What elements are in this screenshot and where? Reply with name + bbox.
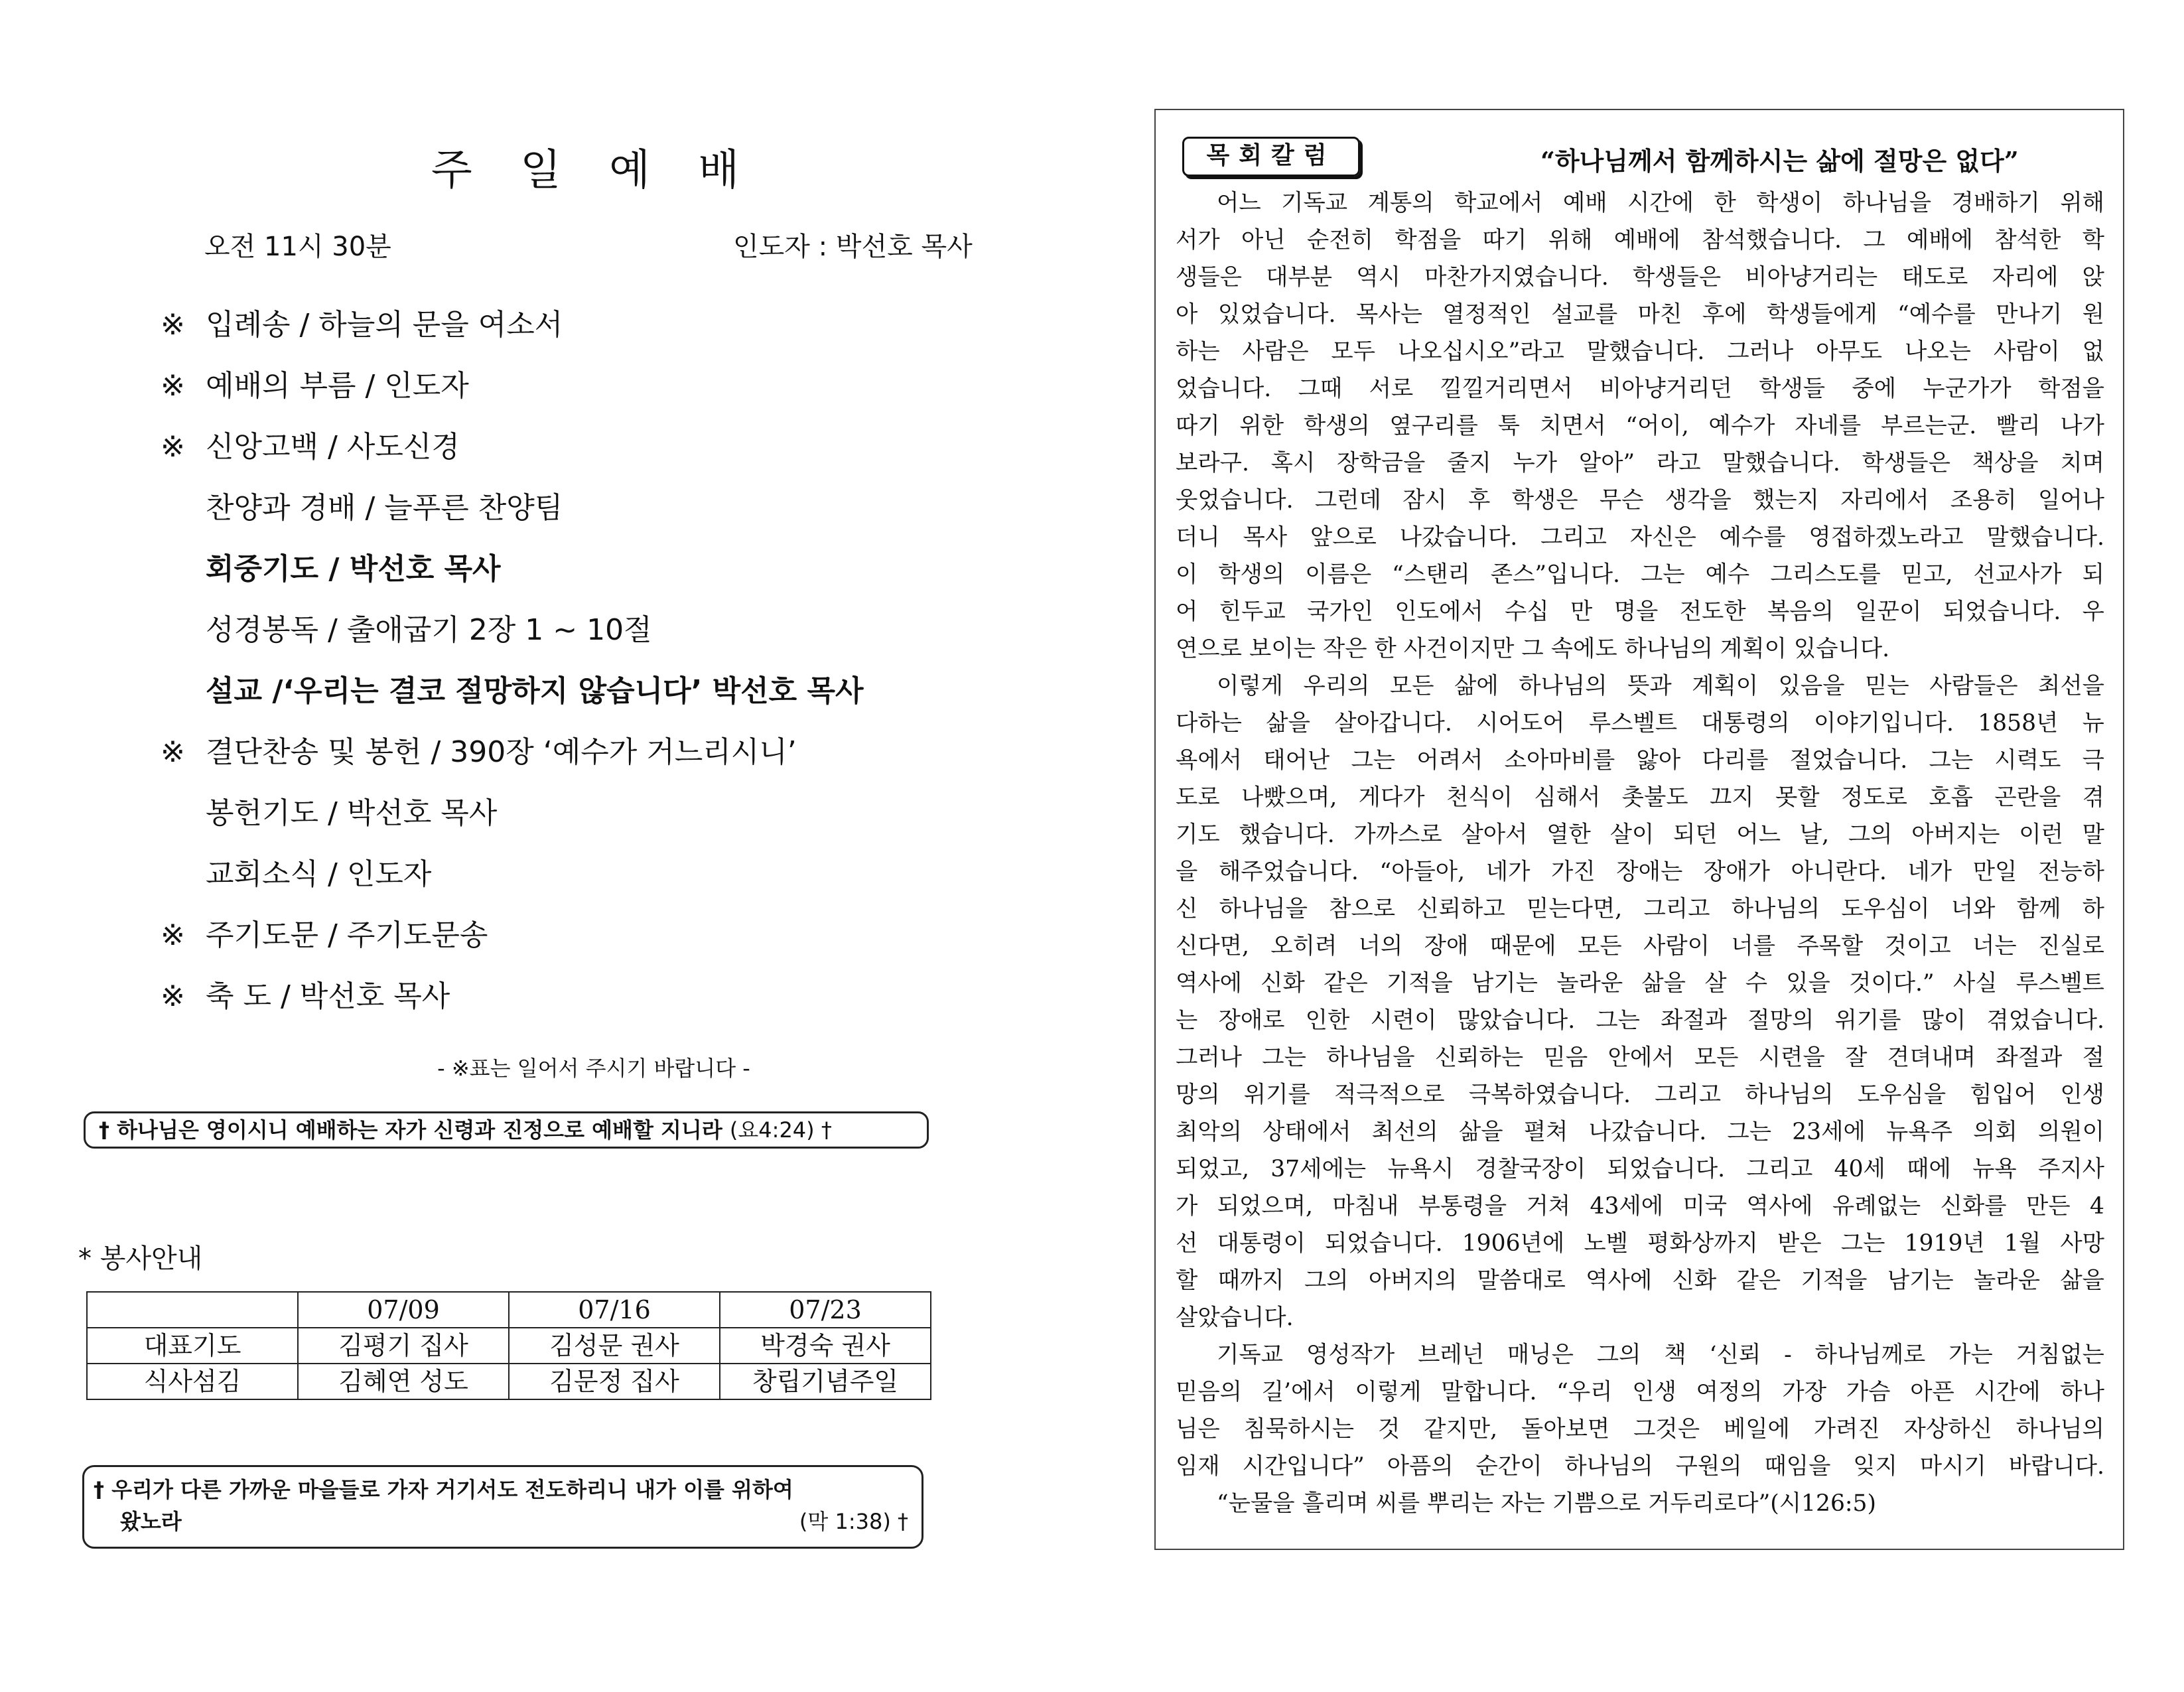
order-item (161, 610, 1063, 671)
standing-mark (161, 671, 206, 733)
standing-mark (161, 549, 206, 610)
column-body (1176, 184, 2104, 1522)
column-text-line: 을 해주었습니다. “아들아, 네가 가진 장애는 장애가 아니란다. 네가 만일 전능하 (1176, 859, 2104, 885)
column-text-line: 어 힌두교 국가인 인도에서 수십 만 명을 전도한 복음의 일꾼이 되었습니다. 우 (1176, 599, 2104, 625)
table-row-label: 식사섬김 (87, 1364, 298, 1399)
column-text-line: 어느 기독교 계통의 학교에서 예배 시간에 한 학생이 하나님을 경배하기 위해 (1217, 190, 2104, 216)
standing-mark: ※ (161, 918, 185, 952)
column-text-line: 그러나 그는 하나님을 신뢰하는 믿음 안에서 모든 시련을 잘 견뎌내며 좌절과 절 (1176, 1044, 2104, 1071)
order-of-worship (161, 305, 1063, 1038)
order-item (161, 549, 1063, 610)
column-text-line: 도로 나빴으며, 게다가 천식이 심해서 촛불도 끄지 못할 정도로 호흡 곤란을 겪 (1176, 784, 2104, 811)
standing-mark (161, 794, 206, 855)
verse-box-john (84, 1111, 929, 1149)
order-item-text: 결단찬송 및 봉헌 / 390장 ‘예수가 거느리시니’ (206, 735, 797, 769)
column-tag: 목회칼럼 (1182, 137, 1360, 176)
order-item (161, 794, 1063, 855)
service-guide-heading: * 봉사안내 (78, 1243, 203, 1274)
column-text-line: 욕에서 태어난 그는 어려서 소아마비를 앓아 다리를 절었습니다. 그는 시력도 극 (1176, 747, 2104, 774)
order-item-text: 예배의 부름 / 인도자 (206, 369, 469, 403)
verse-text-line1: † 우리가 다른 가까운 마을들로 가자 거기서도 전도하리니 내가 이를 위하여 (94, 1477, 793, 1502)
column-text-line: 신 하나님을 참으로 신뢰하고 믿는다면, 그리고 하나님의 도우심이 너와 함께 하 (1176, 896, 2104, 922)
standing-mark: ※ (161, 308, 185, 342)
table-row (87, 1364, 931, 1399)
column-text-line: 하는 사람은 모두 나오십시오”라고 말했습니다. 그러나 아무도 나오는 사람이 없 (1176, 338, 2104, 365)
column-text-line: 살았습니다. (1176, 1304, 1294, 1331)
order-item-text: 축 도 / 박선호 목사 (206, 979, 450, 1013)
order-item-text: 주기도문 / 주기도문송 (206, 918, 488, 952)
column-text-line: 되었고, 37세에는 뉴욕시 경찰국장이 되었습니다. 그리고 40세 때에 뉴욕 주지사 (1176, 1156, 2104, 1182)
column-text-line: 역사에 신화 같은 기적을 남기는 놀라운 삶을 살 수 있을 것이다.” 사실 루스벨트 (1176, 970, 2104, 997)
column-text-line: 서가 아닌 순전히 학점을 따기 위해 예배에 참석했습니다. 그 예배에 참석한 학 (1176, 227, 2104, 253)
order-item-text: 설교 /‘우리는 결코 절망하지 않습니다’ 박선호 목사 (206, 674, 864, 708)
standing-mark (161, 610, 206, 671)
order-item (161, 671, 1063, 733)
service-leader: 인도자 : 박선호 목사 (733, 232, 973, 262)
pastor-column-box (1154, 109, 2124, 1550)
order-item (161, 305, 1063, 366)
table-row (87, 1328, 931, 1364)
order-item (161, 366, 1063, 427)
column-text-line: 망의 위기를 적극적으로 극복하였습니다. 그리고 하나님의 도우심을 힘입어 인생 (1176, 1082, 2104, 1108)
column-text-line: 님은 침묵하시는 것 같지만, 돌아보면 그것은 베일에 가려진 자상하신 하나님의 (1176, 1416, 2104, 1443)
order-item-text: 회중기도 / 박선호 목사 (206, 552, 501, 586)
order-item-text: 신앙고백 / 사도신경 (206, 430, 460, 464)
standing-mark: ※ (161, 369, 185, 403)
standing-note: - ※표는 일어서 주시기 바랍니다 - (437, 1056, 750, 1081)
standing-mark: ※ (161, 735, 185, 769)
table-row-label: 대표기도 (87, 1328, 298, 1364)
order-item (161, 488, 1063, 549)
column-text-line: 었습니다. 그때 서로 낄낄거리면서 비아냥거리던 학생들 중에 누군가가 학점을 (1176, 376, 2104, 402)
order-item-text: 찬양과 경배 / 늘푸른 찬양팀 (206, 491, 563, 525)
column-text-line: 최악의 상태에서 최선의 삶을 펼쳐 나갔습니다. 그는 23세에 뉴욕주 의회 의원이 (1176, 1119, 2104, 1145)
service-title: 주 일 예 배 (431, 146, 757, 195)
service-duty-table (86, 1291, 931, 1400)
table-header-cell (87, 1292, 298, 1328)
left-page (0, 0, 1088, 1692)
table-header-row (87, 1292, 931, 1328)
verse-reference: (요4:24) † (729, 1117, 832, 1143)
column-text-line: 이 학생의 이름은 “스탠리 존스”입니다. 그는 예수 그리스도를 믿고, 선교사가 되 (1176, 561, 2104, 588)
column-text-line: 기독교 영성작가 브레넌 매닝은 그의 책 ‘신뢰 - 하나님께로 가는 거침없는 (1217, 1342, 2104, 1368)
order-item-text: 입례송 / 하늘의 문을 여소서 (206, 308, 563, 342)
column-title: “하나님께서 함께하시는 삶에 절망은 없다” (1540, 146, 2019, 176)
verse-text-line2: 왔노라 (120, 1509, 182, 1534)
column-text-line: 더니 목사 앞으로 나갔습니다. 그리고 자신은 예수를 영접하겠노라고 말했습니다. (1176, 524, 2104, 551)
order-item (161, 916, 1063, 977)
standing-mark (161, 488, 206, 549)
column-text-line: 믿음의 길’에서 이렇게 말합니다. “우리 인생 여정의 가장 가슴 아픈 시간에 하나 (1176, 1379, 2104, 1405)
column-text-line: 할 때까지 그의 아버지의 말씀대로 역사에 신화 같은 기적을 남기는 놀라운 삶을 (1176, 1267, 2104, 1294)
order-item (161, 855, 1063, 916)
standing-mark: ※ (161, 430, 185, 464)
column-text-line: 생들은 대부분 역시 마찬가지였습니다. 학생들은 비아냥거리는 태도로 자리에 앉 (1176, 264, 2104, 291)
order-item-text: 성경봉독 / 출애굽기 2장 1 ~ 10절 (206, 613, 652, 647)
order-item (161, 427, 1063, 488)
standing-mark (161, 855, 206, 916)
column-text-line: 따기 위한 학생의 옆구리를 툭 치면서 “어이, 예수가 자네를 부르는군. 빨리 나가 (1176, 413, 2104, 439)
verse-text: † 하나님은 영이시니 예배하는 자가 신령과 진정으로 예배할 지니라 (99, 1117, 722, 1143)
column-text-line: 선 대통령이 되었습니다. 1906년에 노벨 평화상까지 받은 그는 1919년 1월 사망 (1176, 1230, 2104, 1257)
table-cell: 김혜연 성도 (298, 1364, 509, 1399)
table-cell: 김문정 집사 (509, 1364, 720, 1399)
column-text-line: 보라구. 혹시 장학금을 줄지 누가 알아” 라고 말했습니다. 학생들은 책상을 치며 (1176, 450, 2104, 476)
column-text-line: 신다면, 오히려 너의 장애 때문에 모든 사람이 너를 주목할 것이고 너는 진실로 (1176, 933, 2104, 959)
verse-box-mark (82, 1465, 923, 1549)
column-text-line: 다하는 삶을 살아갑니다. 시어도어 루스벨트 대통령의 이야기입니다. 1858년 뉴 (1176, 710, 2104, 737)
service-time: 오전 11시 30분 (204, 232, 391, 262)
order-item (161, 977, 1063, 1038)
column-text-line: 임재 시간입니다” 아픔의 순간이 하나님의 구원의 때임을 잊지 마시기 바랍니다. (1176, 1453, 2104, 1480)
column-text-line: 연으로 보이는 작은 한 사건이지만 그 속에도 하나님의 계획이 있습니다. (1176, 636, 1890, 662)
table-cell: 김성문 권사 (509, 1328, 720, 1364)
column-text-line: “눈물을 흘리며 씨를 뿌리는 자는 기쁨으로 거두리로다”(시126:5) (1217, 1490, 1876, 1517)
table-cell: 박경숙 권사 (720, 1328, 931, 1364)
order-item-text: 교회소식 / 인도자 (206, 857, 432, 891)
verse-text-line2-row (94, 1506, 908, 1537)
column-text-line: 이렇게 우리의 모든 삶에 하나님의 뜻과 계획이 있음을 믿는 사람들은 최선을 (1217, 673, 2104, 699)
table-header-cell: 07/23 (720, 1292, 931, 1328)
column-text-line: 는 장애로 인한 시련이 많았습니다. 그는 좌절과 절망의 위기를 많이 겪었습니다. (1176, 1007, 2104, 1034)
column-text-line: 가 되었으며, 마침내 부통령을 거쳐 43세에 미국 역사에 유례없는 신화를 만든 4 (1176, 1193, 2104, 1220)
table-header-cell: 07/16 (509, 1292, 720, 1328)
table-cell: 창립기념주일 (720, 1364, 931, 1399)
table-cell: 김평기 집사 (298, 1328, 509, 1364)
column-text-line: 기도 했습니다. 가까스로 살아서 열한 살이 되던 어느 날, 그의 아버지는 이런 말 (1176, 821, 2104, 848)
column-text-line: 아 있었습니다. 목사는 열정적인 설교를 마친 후에 학생들에게 “예수를 만나기 원 (1176, 301, 2104, 328)
verse-reference: (막 1:38) † (799, 1509, 908, 1534)
column-text-line: 웃었습니다. 그런데 잠시 후 학생은 무슨 생각을 했는지 자리에서 조용히 일어나 (1176, 487, 2104, 514)
order-item (161, 733, 1063, 794)
table-header-cell: 07/09 (298, 1292, 509, 1328)
order-item-text: 봉헌기도 / 박선호 목사 (206, 796, 498, 830)
standing-mark: ※ (161, 979, 185, 1013)
